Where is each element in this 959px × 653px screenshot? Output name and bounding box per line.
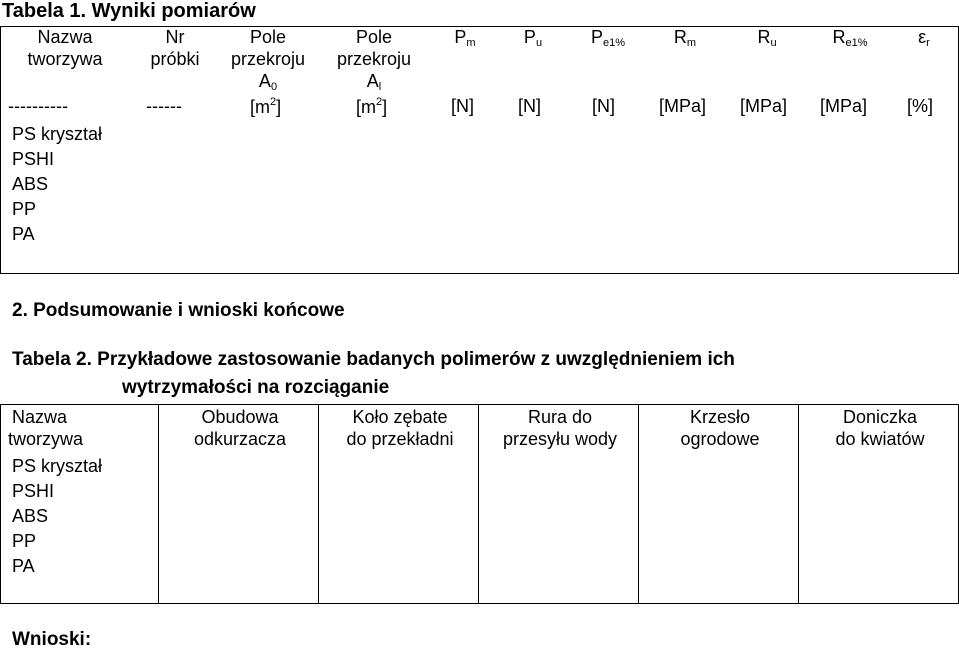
t1-row-label: PA bbox=[12, 224, 35, 244]
table2-bottom-border bbox=[0, 603, 959, 604]
t1-header-pm: $P_m$ bbox=[454, 27, 476, 49]
t1-unit-eps: [%] bbox=[907, 96, 934, 116]
table2-title-line2: wytrzymałości na rozciąganie bbox=[122, 377, 390, 398]
t1-row-label: PSHI bbox=[12, 149, 55, 169]
t2-row-label: PP bbox=[12, 531, 37, 551]
table1-left-border bbox=[0, 26, 1, 273]
t1-header-eps: $\varepsilon_r$ bbox=[918, 27, 930, 49]
t1-header-pe: $P_{e1\%}$ bbox=[590, 27, 626, 49]
table2-top-border bbox=[0, 404, 959, 405]
t1-header-ru: $R_u$ bbox=[757, 27, 777, 49]
t1-header-sample: Nr próbki bbox=[150, 27, 200, 69]
t1-unit-re: [MPa] bbox=[820, 96, 868, 116]
table2-col-divider bbox=[158, 404, 159, 603]
t1-unit-material: ---------- bbox=[8, 96, 68, 116]
t1-row-label: ABS bbox=[12, 174, 49, 194]
t1-unit-pe: [N] bbox=[592, 96, 616, 116]
conclusions-label: Wnioski: bbox=[12, 629, 92, 650]
t1-unit-ru: [MPa] bbox=[740, 96, 788, 116]
t2-header-gear-wheel: Koło zębate do przekładni bbox=[346, 407, 454, 449]
t2-row-label: PSHI bbox=[12, 481, 55, 501]
t1-row-label: PS kryształ bbox=[12, 124, 103, 144]
t1-unit-rm: [MPa] bbox=[659, 96, 707, 116]
t1-unit-pm: [N] bbox=[451, 96, 475, 116]
t1-header-pu: $P_u$ bbox=[523, 27, 543, 49]
t2-header-garden-chair: Krzesło ogrodowe bbox=[680, 407, 760, 449]
t1-header-area-a0: Pole przekroju $A_0$ bbox=[230, 27, 306, 93]
t2-header-vacuum-housing: Obudowa odkurzacza bbox=[193, 407, 287, 449]
t2-header-material: Nazwa tworzywa bbox=[8, 407, 84, 449]
t2-row-label: PA bbox=[12, 556, 35, 576]
t1-header-material: Nazwa tworzywa bbox=[27, 27, 103, 69]
t2-header-water-pipe: Rura do przesyłu wody bbox=[502, 407, 618, 449]
t1-header-area-al: Pole przekroju $A_l$ bbox=[336, 27, 412, 93]
t1-header-re: $R_{e1\%}$ bbox=[832, 27, 868, 49]
t1-unit-sample: ------ bbox=[146, 96, 182, 116]
table2-left-border bbox=[0, 404, 1, 603]
table2-title-line1: Tabela 2. Przykładowe zastosowanie badanych polimerów z uwzględnieniem ich bbox=[12, 349, 735, 370]
t1-header-rm: $R_m$ bbox=[673, 27, 697, 49]
t2-row-label: ABS bbox=[12, 506, 49, 526]
t1-unit-pu: [N] bbox=[518, 96, 542, 116]
table1-bottom-border bbox=[0, 273, 959, 274]
section2-heading: 2. Podsumowanie i wnioski końcowe bbox=[12, 300, 345, 321]
t1-unit-al: $[m^2]$ bbox=[356, 96, 388, 117]
t2-row-label: PS kryształ bbox=[12, 456, 103, 476]
t1-unit-a0: $[m^2]$ bbox=[250, 96, 282, 117]
t2-header-flower-pot: Doniczka do kwiatów bbox=[835, 407, 925, 449]
table1-title: Tabela 1. Wyniki pomiarów bbox=[2, 0, 256, 22]
t1-row-label: PP bbox=[12, 199, 37, 219]
